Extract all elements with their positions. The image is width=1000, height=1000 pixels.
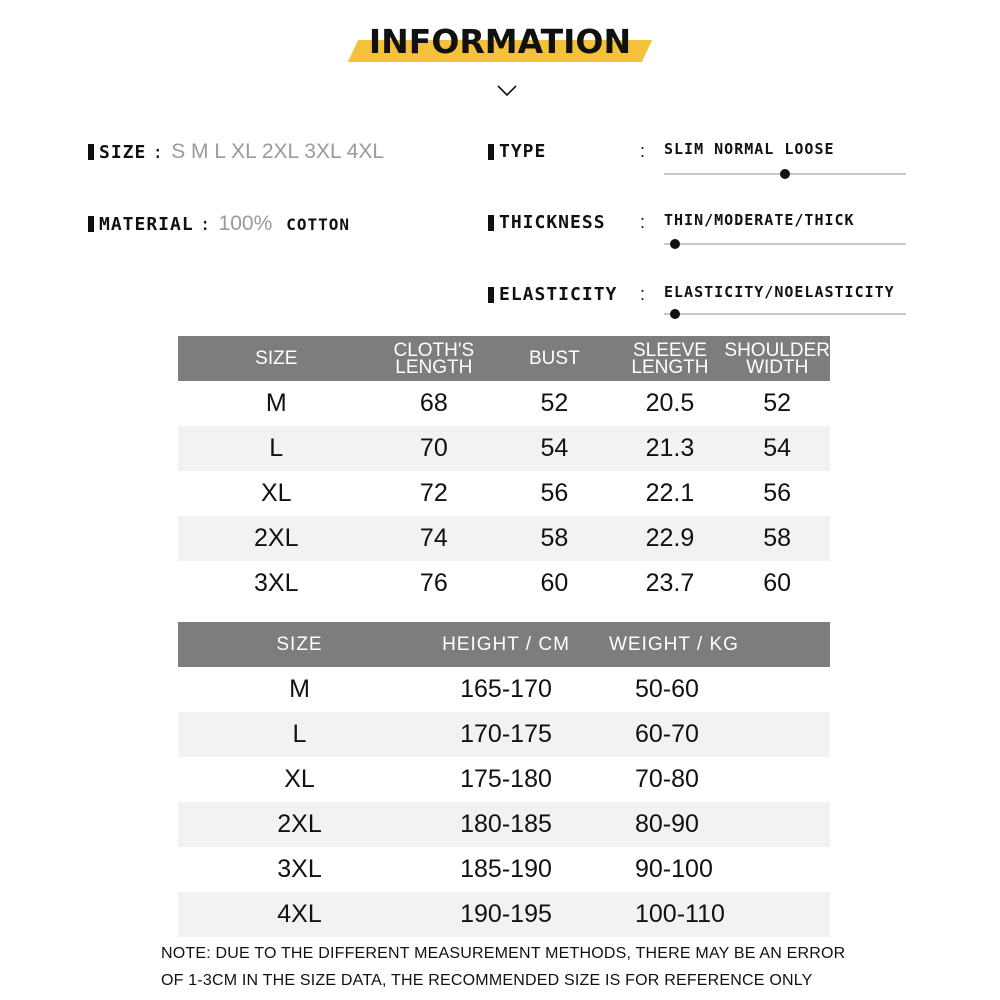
table-cell: 70-80 — [635, 765, 699, 793]
size-recommendation-table — [178, 622, 830, 937]
table-row — [178, 516, 830, 561]
table-cell: 76 — [419, 569, 448, 597]
chevron-down-icon — [497, 84, 517, 98]
type-scale — [664, 140, 906, 180]
elasticity-track — [664, 313, 906, 315]
colon: : — [152, 141, 164, 163]
type-options: SLIM NORMAL LOOSE — [664, 140, 835, 158]
column-header: SHOULDER WIDTH — [724, 336, 830, 381]
spec-thickness — [488, 212, 606, 233]
elasticity-scale — [664, 283, 906, 323]
thickness-track — [664, 243, 906, 245]
table-row — [178, 802, 830, 847]
title-area — [0, 22, 1000, 61]
spec-elasticity-label: ELASTICITY — [499, 284, 618, 305]
table-row — [178, 712, 830, 757]
table-cell: 23.7 — [645, 569, 695, 597]
table-cell: M — [289, 675, 310, 703]
table-row — [178, 667, 830, 712]
table-cell: 50-60 — [635, 675, 699, 703]
spec-material-percent: 100% — [218, 212, 273, 235]
table-cell: 185-190 — [460, 855, 552, 883]
column-header: CLOTH'S LENGTH — [375, 336, 494, 381]
table-cell: 2XL — [178, 516, 375, 561]
colon: : — [640, 284, 646, 304]
table-cell: 54 — [493, 426, 615, 471]
table-row — [178, 847, 830, 892]
table-row — [178, 892, 830, 937]
table-cell: 52 — [540, 389, 569, 417]
column-header: SLEEVE LENGTH — [616, 336, 725, 381]
table-cell: L — [178, 712, 421, 757]
bullet-bar-icon — [488, 144, 494, 160]
table-cell: 60 — [540, 569, 569, 597]
page-title: INFORMATION — [359, 22, 641, 61]
table-cell: L — [178, 426, 375, 471]
table-cell: 190-195 — [421, 892, 591, 937]
colon: : — [640, 212, 646, 232]
spec-elasticity — [488, 284, 617, 305]
table-cell: 52 — [763, 389, 792, 417]
note-line: OF 1-3CM IN THE SIZE DATA, THE RECOMMENDED SIZE IS FOR REFERENCE ONLY — [161, 972, 813, 989]
column-header: SIZE — [178, 622, 421, 667]
table-cell: 74 — [375, 516, 494, 561]
table-cell: 58 — [493, 516, 615, 561]
bullet-bar-icon — [488, 287, 494, 303]
spec-size-value: S M L XL 2XL 3XL 4XL — [171, 140, 385, 163]
table-cell: 100-110 — [591, 892, 830, 937]
spec-material-label: MATERIAL — [99, 213, 194, 235]
elasticity-options: ELASTICITY/NOELASTICITY — [664, 283, 895, 301]
table-cell: 60-70 — [591, 712, 830, 757]
thickness-options: THIN/MODERATE/THICK — [664, 211, 855, 229]
spec-type — [488, 141, 546, 162]
table-cell: 175-180 — [460, 765, 552, 793]
table-cell: 21.3 — [616, 426, 725, 471]
table-cell: 20.5 — [645, 389, 695, 417]
bullet-bar-icon — [488, 215, 494, 231]
bullet-bar-icon — [88, 216, 94, 232]
spec-thickness-label: THICKNESS — [499, 212, 606, 233]
spec-size — [88, 140, 384, 164]
table-row — [178, 757, 830, 802]
column-header: BUST — [493, 336, 615, 381]
table-cell: 180-185 — [421, 802, 591, 847]
spec-material-value: COTTON — [286, 214, 351, 234]
note-line: NOTE: DUE TO THE DIFFERENT MEASUREMENT METHODS, THERE MAY BE AN ERROR — [161, 945, 846, 962]
table-cell: 80-90 — [591, 802, 830, 847]
table-cell: M — [265, 389, 287, 417]
column-header: HEIGHT / CM — [421, 622, 591, 667]
table-cell: 70 — [375, 426, 494, 471]
column-header: SIZE — [178, 336, 375, 381]
colon: : — [640, 141, 646, 161]
colon: : — [199, 213, 211, 235]
spec-material — [88, 212, 350, 236]
table-cell: 72 — [419, 479, 448, 507]
column-header: WEIGHT / KG — [591, 622, 830, 667]
table-cell: 90-100 — [635, 855, 713, 883]
bullet-bar-icon — [88, 144, 94, 160]
table-cell: 56 — [540, 479, 569, 507]
type-marker — [780, 169, 790, 179]
table-cell: 22.1 — [645, 479, 695, 507]
table-cell: 170-175 — [421, 712, 591, 757]
table-cell: 54 — [724, 426, 830, 471]
measurement-table — [178, 336, 830, 606]
thickness-scale — [664, 211, 906, 251]
spec-size-label: SIZE — [99, 141, 147, 163]
table-row — [178, 561, 830, 606]
table-header-row — [178, 336, 830, 381]
table-cell: 22.9 — [616, 516, 725, 561]
table-cell: XL — [260, 479, 292, 507]
table-cell: 3XL — [254, 569, 299, 597]
table-cell: 58 — [724, 516, 830, 561]
table-cell: 60 — [763, 569, 792, 597]
thickness-marker — [670, 239, 680, 249]
elasticity-marker — [670, 309, 680, 319]
table-row — [178, 381, 830, 426]
table-cell: 56 — [763, 479, 792, 507]
table-cell: 165-170 — [460, 675, 552, 703]
table-cell: XL — [284, 765, 315, 793]
table-header-row — [178, 622, 830, 667]
disclaimer-note — [161, 940, 921, 994]
table-cell: 68 — [419, 389, 448, 417]
table-row — [178, 426, 830, 471]
table-cell: 4XL — [178, 892, 421, 937]
table-cell: 3XL — [277, 855, 322, 883]
spec-type-label: TYPE — [499, 141, 547, 162]
table-row — [178, 471, 830, 516]
table-cell: 2XL — [178, 802, 421, 847]
